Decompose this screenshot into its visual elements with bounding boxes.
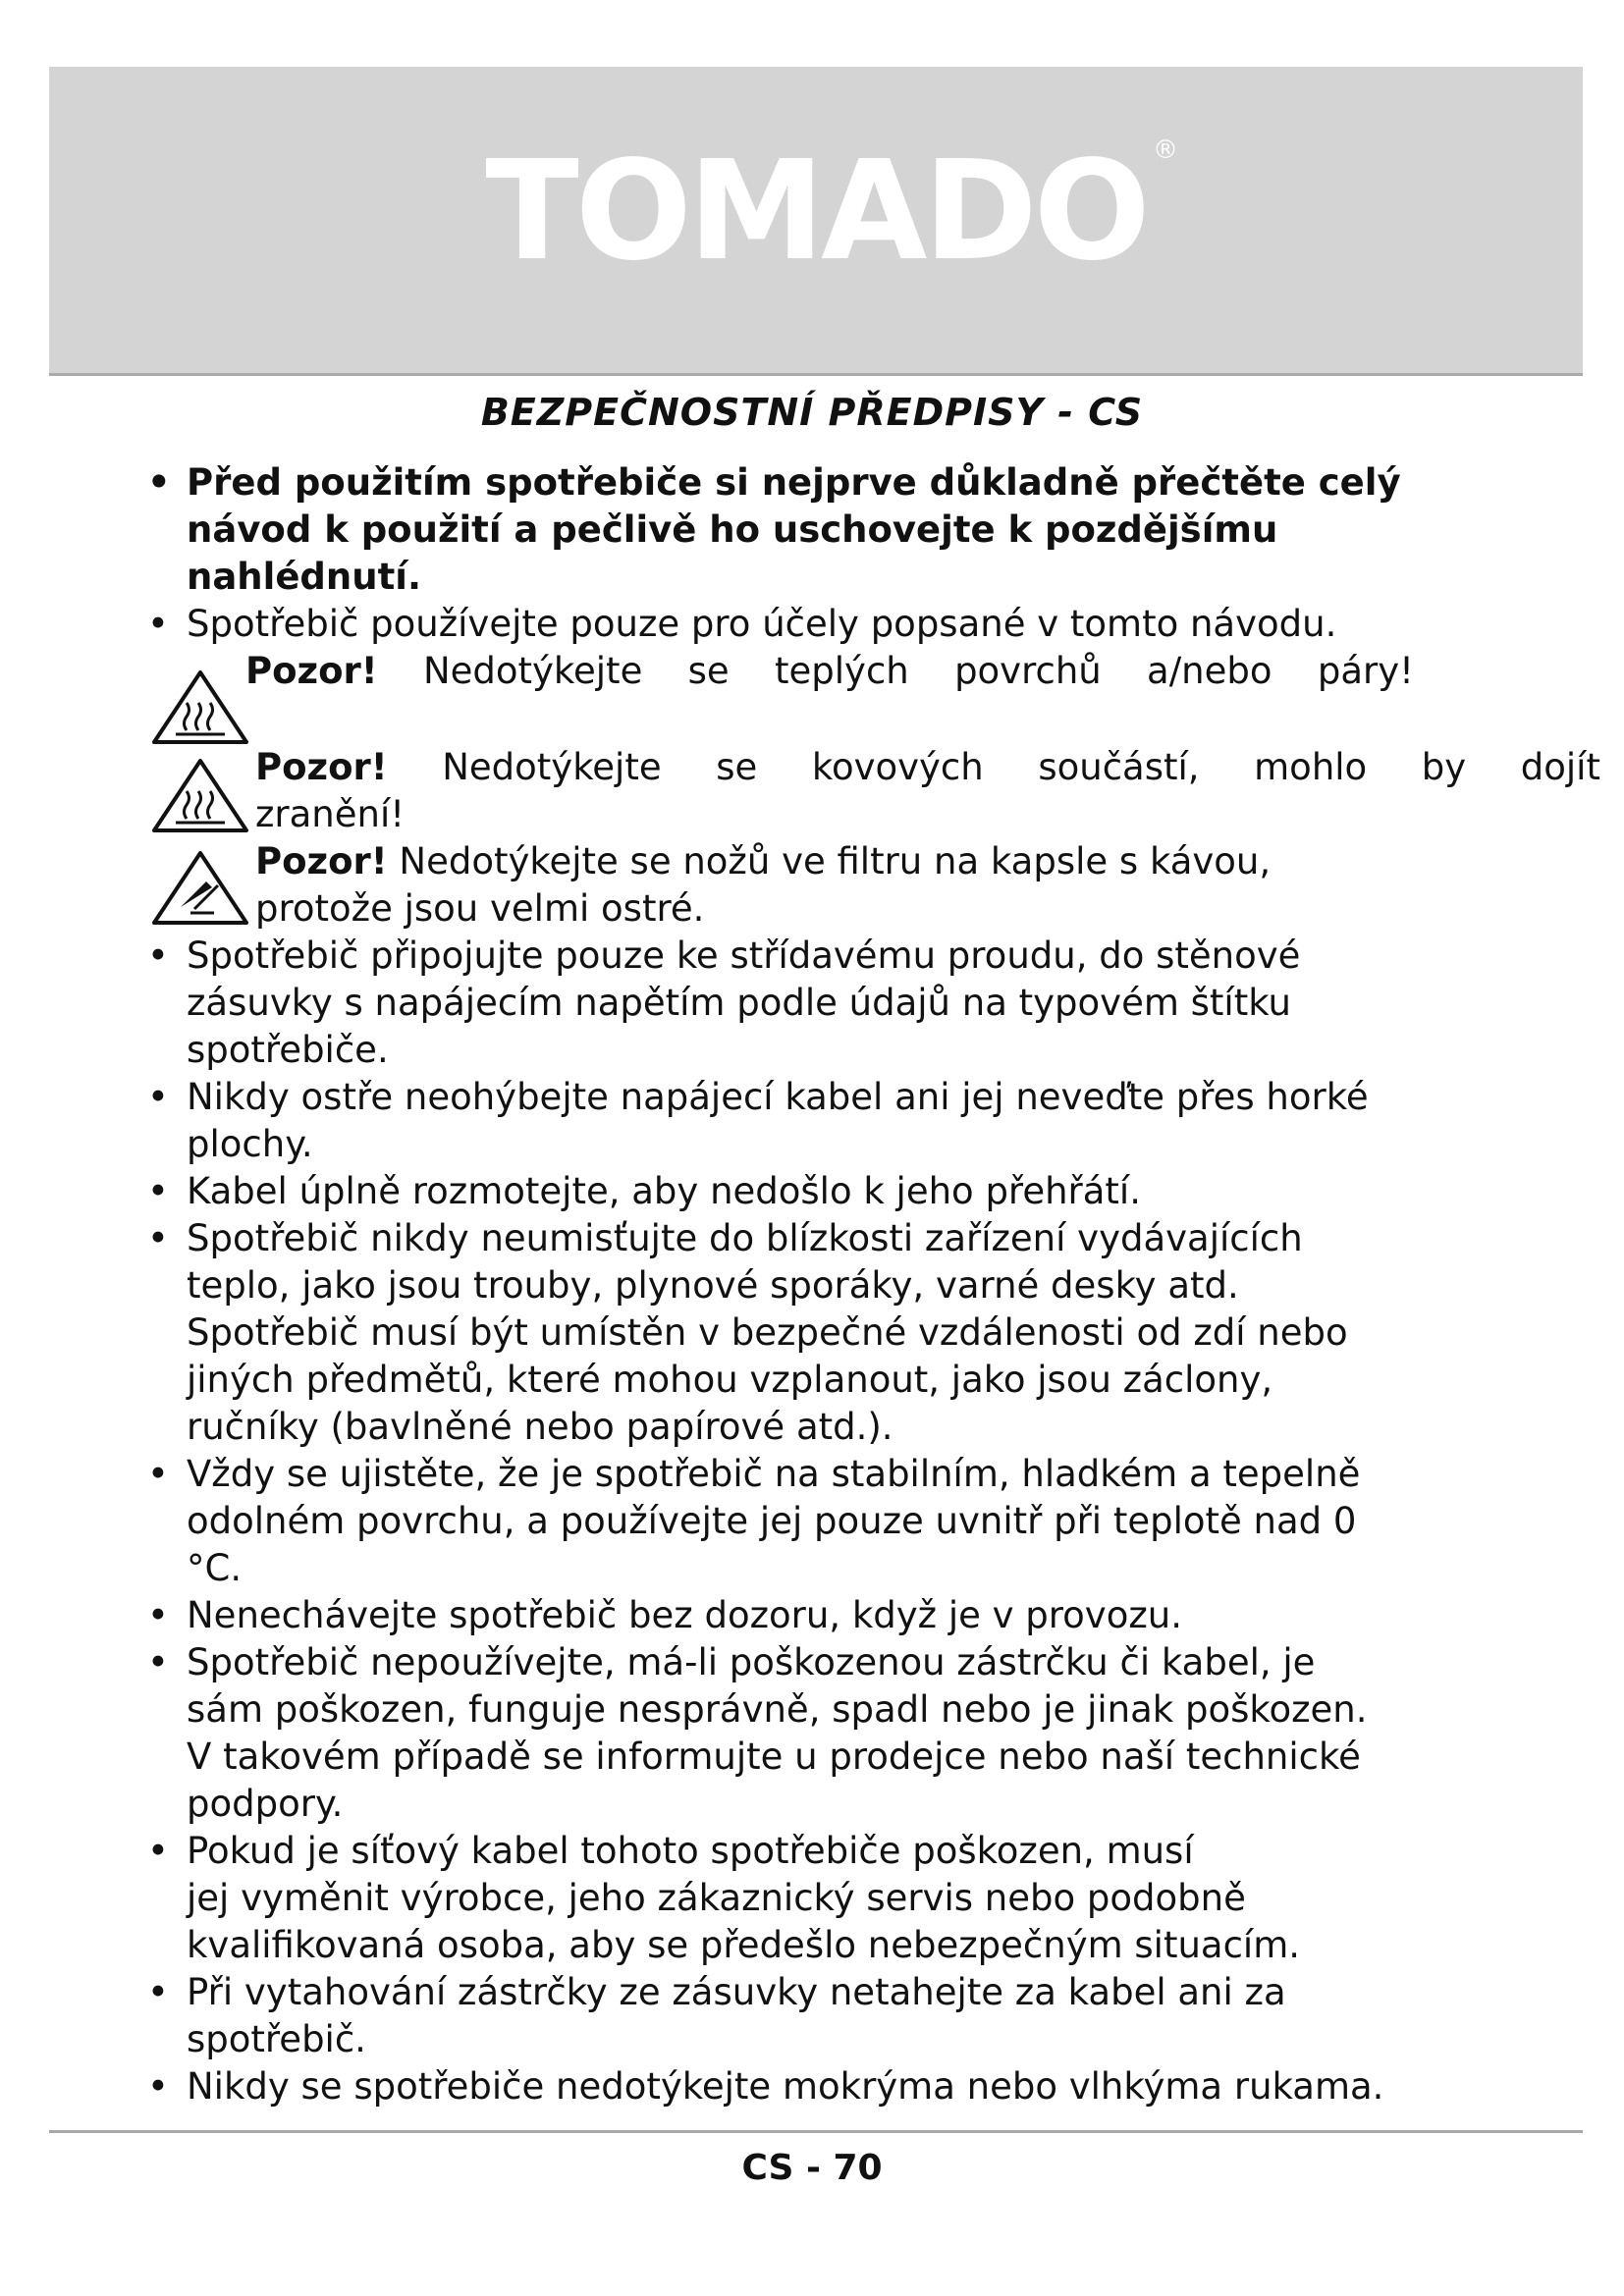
warning-hot-metal bbox=[147, 744, 1600, 838]
bullet-marker: • bbox=[147, 1594, 169, 1636]
warning-line: zranění! bbox=[255, 793, 406, 835]
warning-line bbox=[255, 838, 1591, 885]
bullet-line: odolném povrchu, a používejte jej pouze uvnitř při teplotě nad 0 bbox=[187, 1500, 1357, 1542]
bullet-line: jej vyměnit výrobce, jeho zákaznický servis nebo podobně bbox=[187, 1877, 1246, 1919]
bullet-marker: • bbox=[147, 1076, 169, 1118]
bullet-line: Spotřebič nepoužívejte, má-li poškozenou zástrčku či kabel, je bbox=[187, 1641, 1316, 1683]
warning-label: Pozor! bbox=[245, 650, 378, 692]
bullet-line: Spotřebič musí být umístěn v bezpečné vzdálenosti od zdí nebo bbox=[187, 1311, 1348, 1354]
bullet-line: kvalifikovaná osoba, aby se předešlo nebezpečným situacím. bbox=[187, 1924, 1301, 1966]
warning-word: Nedotýkejte se nožů ve filtru na kapsle s kávou, bbox=[399, 840, 1272, 882]
bullet-line: podpory. bbox=[187, 1783, 344, 1825]
bullet-line: V takovém případě se informujte u prodejce nebo naší technické bbox=[187, 1735, 1361, 1778]
bullet-line: teplo, jako jsou trouby, plynové sporáky, varné desky atd. bbox=[187, 1264, 1239, 1307]
bullet-line: Kabel úplně rozmotejte, aby nedošlo k jeho přehřátí. bbox=[187, 1170, 1141, 1212]
warning-word: dojít bbox=[1520, 746, 1600, 788]
safety-bullet bbox=[147, 1451, 1492, 1592]
warning-line bbox=[245, 648, 1414, 695]
bullet-line: Vždy se ujistěte, že je spotřebič na stabilním, hladkém a tepelně bbox=[187, 1453, 1361, 1495]
bullet-line: °C. bbox=[187, 1547, 243, 1589]
bullet-line: zásuvky s napájecím napětím podle údajů na typovém štítku bbox=[187, 982, 1291, 1024]
bullet-line: Spotřebič připojujte pouze ke střídavému proudu, do stěnové bbox=[187, 934, 1301, 977]
warning-sharp-blade bbox=[147, 838, 1591, 933]
safety-bullet bbox=[147, 933, 1492, 1074]
warning-word: teplých bbox=[775, 650, 909, 692]
safety-bullet bbox=[147, 2063, 1492, 2110]
warning-word: páry! bbox=[1317, 650, 1414, 692]
warning-word: mohlo bbox=[1254, 746, 1368, 788]
warning-word: by bbox=[1421, 746, 1467, 788]
registered-mark: ® bbox=[1153, 135, 1178, 165]
footer-divider bbox=[49, 2130, 1583, 2133]
bullet-line: Spotřebič nikdy neumisťujte do blízkosti zařízení vydávajících bbox=[187, 1217, 1303, 1259]
warning-word: se bbox=[716, 746, 758, 788]
bullet-marker: • bbox=[147, 1641, 169, 1683]
bullet-line: jiných předmětů, které mohou vzplanout, jako jsou záclony, bbox=[187, 1359, 1273, 1401]
bullet-line: sám poškozen, funguje nesprávně, spadl nebo je jinak poškozen. bbox=[187, 1688, 1368, 1731]
bullet-line: Nikdy ostře neohýbejte napájecí kabel ani jej neveďte přes horké bbox=[187, 1076, 1369, 1118]
hot-surface-icon bbox=[151, 758, 249, 834]
warning-hot-surface bbox=[147, 648, 1591, 744]
header-band bbox=[49, 67, 1583, 376]
warning-word: povrchů bbox=[954, 650, 1102, 692]
safety-bullet bbox=[147, 1828, 1492, 1969]
bullet-line: plochy. bbox=[187, 1123, 313, 1165]
intro-bold-line: Před použitím spotřebiče si nejprve důkladně přečtěte celý bbox=[187, 461, 1401, 504]
sharp-blade-icon bbox=[151, 850, 249, 927]
intro-bold-line: návod k použití a pečlivě ho uschovejte k pozdějšímu nahlédnutí. bbox=[187, 508, 1278, 598]
warning-line: protože jsou velmi ostré. bbox=[255, 887, 705, 930]
bullet-line: spotřebič. bbox=[187, 2018, 366, 2060]
section-title: BEZPEČNOSTNÍ PŘEDPISY - CS bbox=[480, 391, 1144, 434]
warning-line bbox=[255, 744, 1600, 791]
warning-word: a/nebo bbox=[1147, 650, 1272, 692]
hot-surface-icon bbox=[151, 669, 249, 746]
bullet-marker: • bbox=[147, 2065, 169, 2108]
safety-bullet bbox=[147, 1592, 1492, 1639]
safety-bullet bbox=[147, 1639, 1492, 1828]
safety-content bbox=[147, 459, 1600, 2110]
warning-word: součástí, bbox=[1038, 746, 1200, 788]
warning-word: Nedotýkejte bbox=[422, 650, 643, 692]
warning-word: kovových bbox=[811, 746, 984, 788]
bullet-marker: • bbox=[147, 1217, 169, 1259]
intro-plain-line: Spotřebič používejte pouze pro účely popsané v tomto návodu. bbox=[187, 603, 1337, 645]
warning-label: Pozor! bbox=[255, 746, 388, 788]
page-number: CS - 70 bbox=[741, 2148, 883, 2188]
warning-label: Pozor! bbox=[255, 840, 388, 882]
safety-bullet bbox=[147, 1969, 1492, 2063]
intro-bold-bullet bbox=[147, 459, 1522, 601]
bullet-marker: • bbox=[147, 461, 171, 504]
warning-word: Nedotýkejte bbox=[442, 746, 662, 788]
safety-bullet bbox=[147, 1074, 1492, 1168]
bullet-line: Pokud je síťový kabel tohoto spotřebiče poškozen, musí bbox=[187, 1830, 1194, 1872]
intro-plain-bullet bbox=[147, 601, 1492, 648]
bullet-line: ručníky (bavlněné nebo papírové atd.). bbox=[187, 1406, 893, 1448]
bullet-line: Při vytahování zástrčky ze zásuvky netahejte za kabel ani za bbox=[187, 1971, 1286, 2013]
bullet-marker: • bbox=[147, 934, 169, 977]
bullet-marker: • bbox=[147, 1453, 169, 1495]
bullet-marker: • bbox=[147, 603, 169, 645]
bullet-line: Nikdy se spotřebiče nedotýkejte mokrýma nebo vlhkýma rukama. bbox=[187, 2065, 1384, 2108]
warning-word: se bbox=[687, 650, 730, 692]
safety-bullet bbox=[147, 1215, 1492, 1451]
bullet-line: spotřebiče. bbox=[187, 1029, 389, 1071]
brand-logo: TOMADO bbox=[485, 132, 1147, 292]
safety-bullet bbox=[147, 1168, 1492, 1215]
bullet-marker: • bbox=[147, 1971, 169, 2013]
bullet-line: Nenechávejte spotřebič bez dozoru, když je v provozu. bbox=[187, 1594, 1182, 1636]
bullet-marker: • bbox=[147, 1170, 169, 1212]
bullet-marker: • bbox=[147, 1830, 169, 1872]
